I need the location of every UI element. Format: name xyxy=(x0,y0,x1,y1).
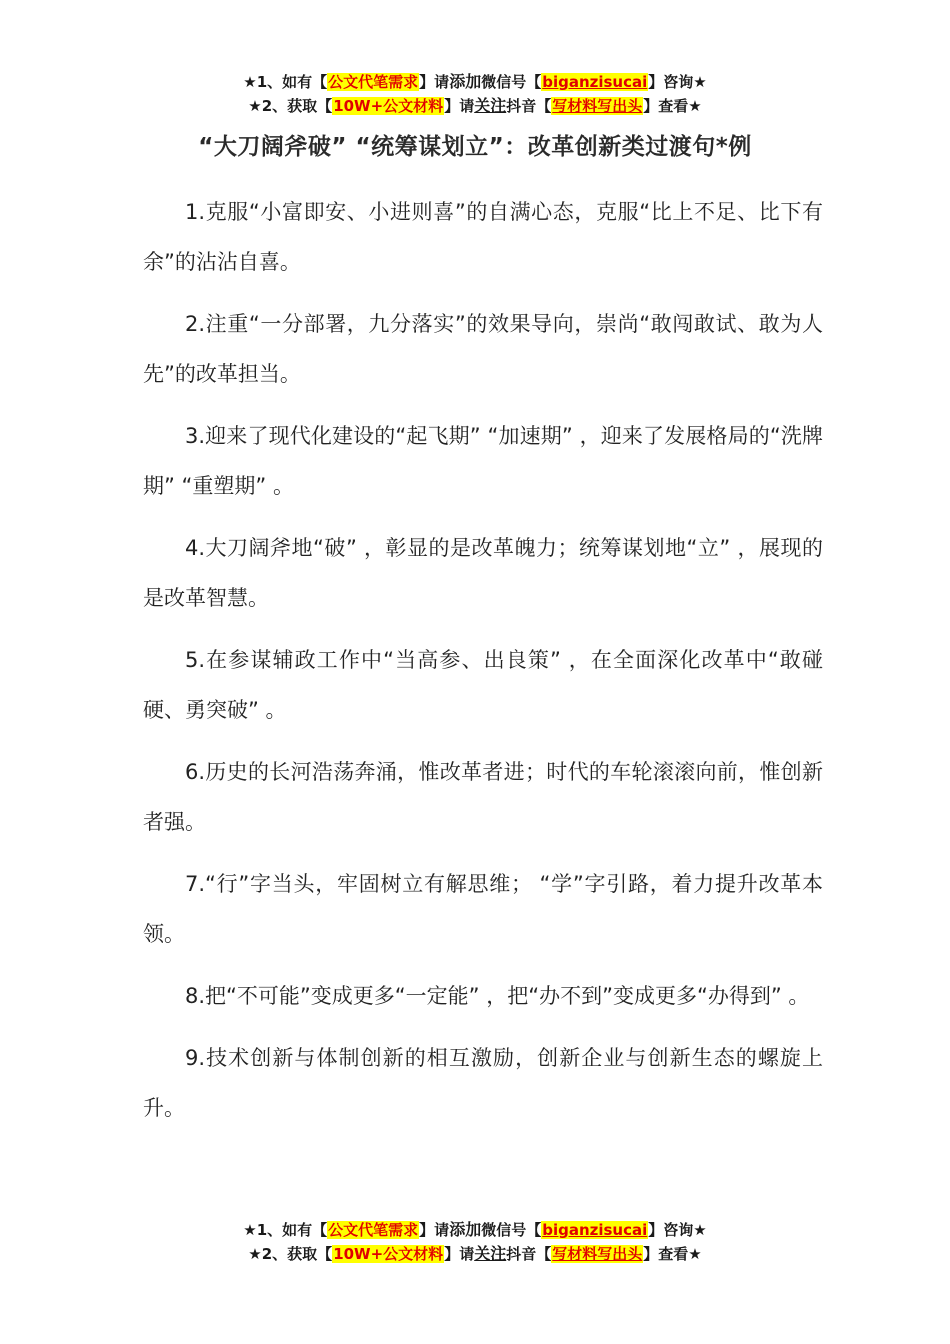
banner-text: 】请 xyxy=(444,97,475,115)
banner-line-2 xyxy=(0,1242,950,1266)
document-body xyxy=(143,187,823,1145)
highlight-wechat-id[interactable]: biganzisucai xyxy=(542,73,648,91)
paragraph-2: 2.注重“一分部署，九分落实”的效果导向，崇尚“敢闯敢试、敢为人先”的改革担当。 xyxy=(143,312,823,386)
banner-line-1 xyxy=(0,70,950,94)
document-title: “大刀阔斧破” “统筹谋划立”：改革创新类过渡句*例 xyxy=(198,134,752,160)
header-banner-top xyxy=(0,70,950,118)
highlight-service: 公文代笔需求 xyxy=(328,73,419,91)
banner-text: ★2、获取【 xyxy=(248,1245,333,1263)
banner-emphasis: 添加 xyxy=(449,1220,482,1239)
banner-text: 】查看★ xyxy=(643,1245,702,1263)
highlight-wechat-id[interactable]: biganzisucai xyxy=(542,1221,648,1239)
banner-text: ★1、如有【 xyxy=(243,1221,328,1239)
paragraph-3: 3.迎来了现代化建设的“起飞期” “加速期” ，迎来了发展格局的“洗牌期” “重塑期” 。 xyxy=(143,424,823,498)
banner-line-1 xyxy=(0,1218,950,1242)
highlight-materials: 10W+公文材料 xyxy=(333,97,444,115)
paragraph-5: 5.在参谋辅政工作中“当高参、出良策” ，在全面深化改革中“敢碰硬、勇突破” 。 xyxy=(143,648,823,722)
highlight-douyin[interactable]: 写材料写出头 xyxy=(552,1245,643,1263)
banner-text: 】请 xyxy=(419,73,450,91)
paragraph-6: 6.历史的长河浩荡奔涌，惟改革者进；时代的车轮滚滚向前，惟创新者强。 xyxy=(143,760,823,834)
paragraph-1: 1.克服“小富即安、小进则喜”的自满心态，克服“比上不足、比下有余”的沾沾自喜。 xyxy=(143,200,823,274)
header-banner-bottom xyxy=(0,1218,950,1266)
banner-emphasis: 添加 xyxy=(449,72,482,91)
banner-emphasis: 关注 xyxy=(474,96,507,115)
banner-text: ★2、获取【 xyxy=(248,97,333,115)
banner-text: 微信号【 xyxy=(481,1221,542,1239)
paragraph-8: 8.把“不可能”变成更多“一定能” ，把“办不到”变成更多“办得到” 。 xyxy=(185,984,810,1008)
paragraph-4: 4.大刀阔斧地“破” ，彰显的是改革魄力；统筹谋划地“立” ，展现的是改革智慧。 xyxy=(143,536,823,610)
banner-text: 】请 xyxy=(419,1221,450,1239)
banner-text: 】咨询★ xyxy=(648,73,707,91)
banner-line-2 xyxy=(0,94,950,118)
highlight-douyin[interactable]: 写材料写出头 xyxy=(552,97,643,115)
banner-text: 】咨询★ xyxy=(648,1221,707,1239)
highlight-service: 公文代笔需求 xyxy=(328,1221,419,1239)
banner-text: 】查看★ xyxy=(643,97,702,115)
banner-text: 微信号【 xyxy=(481,73,542,91)
highlight-materials: 10W+公文材料 xyxy=(333,1245,444,1263)
banner-emphasis: 关注 xyxy=(474,1244,507,1263)
paragraph-9: 9.技术创新与体制创新的相互激励，创新企业与创新生态的螺旋上升。 xyxy=(143,1046,823,1120)
banner-text: ★1、如有【 xyxy=(243,73,328,91)
banner-text: 抖音【 xyxy=(506,97,552,115)
banner-text: 】请 xyxy=(444,1245,475,1263)
paragraph-7: 7.“行”字当头，牢固树立有解思维； “学”字引路，着力提升改革本领。 xyxy=(143,872,823,946)
banner-text: 抖音【 xyxy=(506,1245,552,1263)
